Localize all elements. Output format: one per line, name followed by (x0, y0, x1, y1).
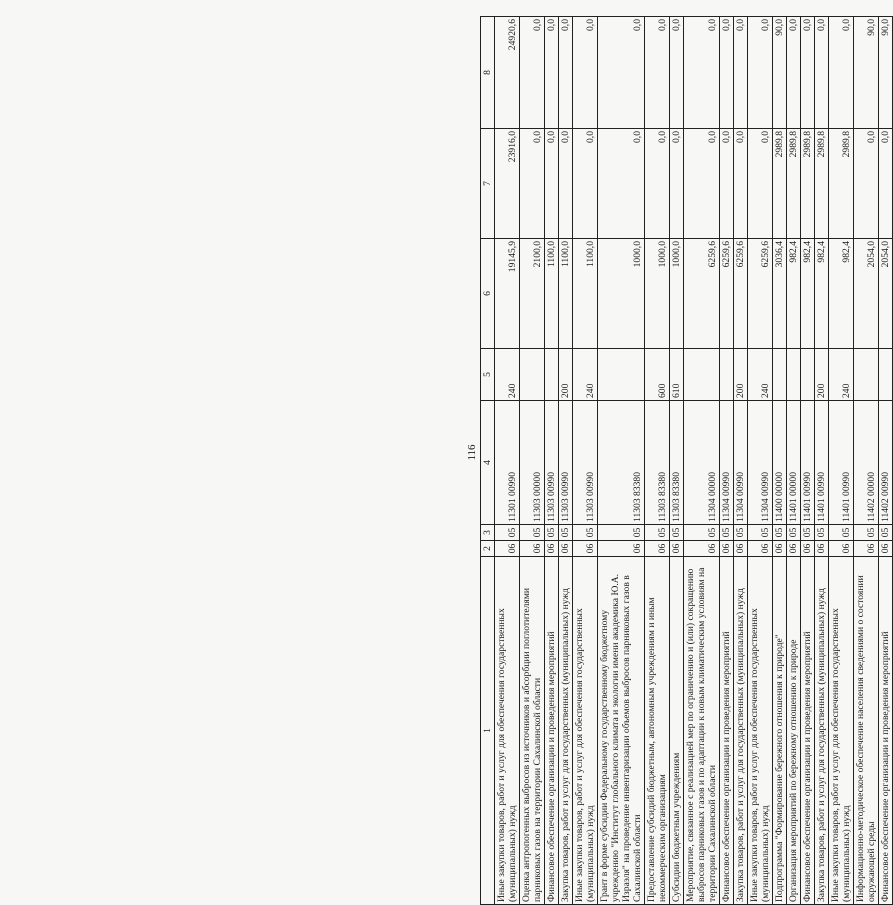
table-row (773, 17, 787, 905)
table-row (670, 17, 684, 905)
table-row (720, 17, 734, 905)
cell-section: 06 (559, 541, 573, 557)
cell-amount-year-3: 0,0 (573, 17, 598, 129)
table-row (815, 17, 829, 905)
cell-description: Субсидии бюджетным учреждениям (670, 557, 684, 905)
cell-target-article: 11402 00000 (854, 401, 879, 525)
table-row (559, 17, 573, 905)
cell-section: 06 (684, 541, 720, 557)
cell-section: 06 (787, 541, 801, 557)
cell-description: Подпрограмма "Формирование бережного отношения к природе" (773, 557, 787, 905)
cell-expense-type (787, 349, 801, 401)
cell-target-article: 11401 00990 (829, 401, 854, 525)
cell-expense-type: 200 (815, 349, 829, 401)
table-row (787, 17, 801, 905)
cell-target-article: 11303 00990 (559, 401, 573, 525)
column-header-amount-year-2: 7 (481, 129, 495, 239)
cell-target-article: 11401 00000 (787, 401, 801, 525)
cell-expense-type: 200 (559, 349, 573, 401)
table-row (854, 17, 879, 905)
cell-amount-year-2: 0,0 (734, 129, 748, 239)
cell-expense-type: 240 (495, 349, 520, 401)
cell-expense-type: 200 (734, 349, 748, 401)
table-row (520, 17, 545, 905)
cell-subsection: 05 (829, 525, 854, 541)
cell-amount-year-1: 1100,0 (545, 239, 559, 349)
cell-description: Оценка антропогенных выбросов из источников и абсорбции поглотителями парниковых газов на территории Сахалинской области (520, 557, 545, 905)
cell-section: 06 (598, 541, 645, 557)
cell-amount-year-1: 1100,0 (559, 239, 573, 349)
column-header-subsection: 3 (481, 525, 495, 541)
table-row (573, 17, 598, 905)
cell-description: Финансовое обеспечение организации и проведения мероприятий (879, 557, 893, 905)
cell-expense-type: 240 (829, 349, 854, 401)
cell-section: 06 (748, 541, 773, 557)
cell-target-article: 11401 00990 (815, 401, 829, 525)
table-row (495, 17, 520, 905)
cell-amount-year-3: 0,0 (815, 17, 829, 129)
cell-amount-year-1: 6259,6 (720, 239, 734, 349)
cell-section: 06 (854, 541, 879, 557)
cell-section: 06 (801, 541, 815, 557)
cell-amount-year-1: 1000,0 (670, 239, 684, 349)
cell-amount-year-1: 19145,9 (495, 239, 520, 349)
cell-subsection: 05 (573, 525, 598, 541)
cell-description: Грант в форме субсидии Федеральному государственному бюджетному учреждению "Институт глобального климата и экологии имени академика Ю.А. Израэля" на проведение инвентаризации объемов выбросов парниковых газов в Сахалинской области (598, 557, 645, 905)
page-number: 116 (466, 444, 478, 461)
cell-section: 06 (645, 541, 670, 557)
cell-amount-year-2: 0,0 (545, 129, 559, 239)
cell-amount-year-3: 0,0 (684, 17, 720, 129)
cell-amount-year-1: 6259,6 (748, 239, 773, 349)
cell-description: Предоставление субсидий бюджетным, автономным учреждениям и иным некоммерческим организациям (645, 557, 670, 905)
cell-subsection: 05 (748, 525, 773, 541)
cell-amount-year-1: 1000,0 (598, 239, 645, 349)
cell-expense-type (879, 349, 893, 401)
cell-target-article: 11304 00990 (720, 401, 734, 525)
table-row (684, 17, 720, 905)
cell-amount-year-3: 0,0 (801, 17, 815, 129)
cell-subsection: 05 (520, 525, 545, 541)
cell-amount-year-3: 0,0 (559, 17, 573, 129)
cell-amount-year-1: 1000,0 (645, 239, 670, 349)
cell-amount-year-3: 0,0 (598, 17, 645, 129)
cell-target-article: 11303 00990 (573, 401, 598, 525)
cell-amount-year-3: 0,0 (670, 17, 684, 129)
column-header-amount-year-3: 8 (481, 17, 495, 129)
cell-amount-year-3: 90,0 (879, 17, 893, 129)
cell-amount-year-3: 90,0 (773, 17, 787, 129)
cell-expense-type (773, 349, 787, 401)
cell-expense-type (801, 349, 815, 401)
cell-section: 06 (520, 541, 545, 557)
cell-amount-year-1: 982,4 (815, 239, 829, 349)
table-row (879, 17, 893, 905)
cell-amount-year-3: 0,0 (545, 17, 559, 129)
cell-section: 06 (573, 541, 598, 557)
cell-description: Финансовое обеспечение организации и проведения мероприятий (801, 557, 815, 905)
cell-target-article: 11303 83380 (645, 401, 670, 525)
cell-amount-year-2: 0,0 (520, 129, 545, 239)
cell-section: 06 (734, 541, 748, 557)
cell-target-article: 11402 00990 (879, 401, 893, 525)
table-row (545, 17, 559, 905)
cell-amount-year-3: 0,0 (748, 17, 773, 129)
column-header-section: 2 (481, 541, 495, 557)
column-header-expense-type: 5 (481, 349, 495, 401)
cell-amount-year-3: 0,0 (520, 17, 545, 129)
cell-subsection: 05 (598, 525, 645, 541)
cell-description: Финансовое обеспечение организации и проведения мероприятий (545, 557, 559, 905)
cell-description: Организация мероприятий по бережному отношению к природе (787, 557, 801, 905)
cell-description: Закупка товаров, работ и услуг для государственных (муниципальных) нужд (559, 557, 573, 905)
cell-subsection: 05 (773, 525, 787, 541)
cell-section: 06 (773, 541, 787, 557)
cell-amount-year-3: 90,0 (854, 17, 879, 129)
cell-amount-year-1: 982,4 (801, 239, 815, 349)
cell-amount-year-2: 23916,0 (495, 129, 520, 239)
cell-amount-year-1: 3036,4 (773, 239, 787, 349)
cell-expense-type: 240 (573, 349, 598, 401)
cell-section: 06 (829, 541, 854, 557)
cell-amount-year-2: 0,0 (645, 129, 670, 239)
cell-target-article: 11301 00990 (495, 401, 520, 525)
cell-section: 06 (879, 541, 893, 557)
cell-amount-year-3: 0,0 (645, 17, 670, 129)
cell-description: Информационно-методическое обеспечение населения сведениями о состоянии окружающей среды (854, 557, 879, 905)
cell-section: 06 (545, 541, 559, 557)
cell-section: 06 (495, 541, 520, 557)
cell-subsection: 05 (815, 525, 829, 541)
cell-target-article: 11401 00990 (801, 401, 815, 525)
cell-amount-year-1: 6259,6 (734, 239, 748, 349)
cell-amount-year-2: 0,0 (670, 129, 684, 239)
column-header-amount-year-1: 6 (481, 239, 495, 349)
cell-target-article: 11303 00990 (545, 401, 559, 525)
cell-amount-year-2: 2989,8 (801, 129, 815, 239)
cell-amount-year-1: 6259,6 (684, 239, 720, 349)
cell-subsection: 05 (559, 525, 573, 541)
cell-expense-type (545, 349, 559, 401)
cell-amount-year-2: 0,0 (684, 129, 720, 239)
cell-target-article: 11303 83380 (670, 401, 684, 525)
cell-amount-year-2: 0,0 (559, 129, 573, 239)
column-header-target-article: 4 (481, 401, 495, 525)
cell-description: Мероприятие, связанное с реализацией мер по ограничению и (или) сокращению выбросов парниковых газов и по адаптации к новым климатическим условиям на территории Сахалинской области (684, 557, 720, 905)
cell-expense-type (598, 349, 645, 401)
cell-subsection: 05 (734, 525, 748, 541)
cell-amount-year-2: 0,0 (854, 129, 879, 239)
cell-amount-year-2: 0,0 (748, 129, 773, 239)
cell-target-article: 11400 00000 (773, 401, 787, 525)
cell-amount-year-3: 0,0 (829, 17, 854, 129)
cell-amount-year-3: 24920,6 (495, 17, 520, 129)
cell-subsection: 05 (645, 525, 670, 541)
cell-target-article: 11303 83380 (598, 401, 645, 525)
cell-amount-year-2: 0,0 (598, 129, 645, 239)
budget-table (480, 16, 893, 905)
cell-amount-year-1: 982,4 (787, 239, 801, 349)
cell-subsection: 05 (720, 525, 734, 541)
cell-description: Финансовое обеспечение организации и проведения мероприятий (720, 557, 734, 905)
cell-amount-year-2: 2989,8 (815, 129, 829, 239)
table-row (801, 17, 815, 905)
cell-subsection: 05 (495, 525, 520, 541)
cell-subsection: 05 (670, 525, 684, 541)
cell-expense-type: 610 (670, 349, 684, 401)
cell-amount-year-1: 2054,0 (879, 239, 893, 349)
cell-amount-year-1: 982,4 (829, 239, 854, 349)
cell-section: 06 (815, 541, 829, 557)
cell-target-article: 11304 00000 (684, 401, 720, 525)
cell-amount-year-3: 0,0 (787, 17, 801, 129)
table-row (598, 17, 645, 905)
cell-amount-year-1: 2100,0 (520, 239, 545, 349)
cell-target-article: 11303 00000 (520, 401, 545, 525)
cell-amount-year-1: 2054,0 (854, 239, 879, 349)
cell-amount-year-1: 1100,0 (573, 239, 598, 349)
table-row (748, 17, 773, 905)
cell-description: Закупка товаров, работ и услуг для государственных (муниципальных) нужд (815, 557, 829, 905)
table-row (645, 17, 670, 905)
cell-amount-year-2: 0,0 (573, 129, 598, 239)
cell-target-article: 11304 00990 (748, 401, 773, 525)
cell-section: 06 (720, 541, 734, 557)
cell-expense-type: 600 (645, 349, 670, 401)
cell-amount-year-2: 2989,8 (829, 129, 854, 239)
cell-subsection: 05 (545, 525, 559, 541)
cell-target-article: 11304 00990 (734, 401, 748, 525)
table-header-row (481, 17, 495, 905)
column-header-description: 1 (481, 557, 495, 905)
cell-expense-type (684, 349, 720, 401)
cell-section: 06 (670, 541, 684, 557)
cell-expense-type (720, 349, 734, 401)
cell-description: Иные закупки товаров, работ и услуг для обеспечения государственных (муниципальных) нужд (573, 557, 598, 905)
cell-amount-year-3: 0,0 (720, 17, 734, 129)
table-row (829, 17, 854, 905)
cell-expense-type (520, 349, 545, 401)
cell-expense-type: 240 (748, 349, 773, 401)
cell-amount-year-2: 2989,8 (787, 129, 801, 239)
cell-subsection: 05 (801, 525, 815, 541)
cell-subsection: 05 (854, 525, 879, 541)
cell-description: Иные закупки товаров, работ и услуг для обеспечения государственных (муниципальных) нужд (495, 557, 520, 905)
cell-description: Закупка товаров, работ и услуг для государственных (муниципальных) нужд (734, 557, 748, 905)
table-row (734, 17, 748, 905)
cell-amount-year-2: 0,0 (720, 129, 734, 239)
cell-description: Иные закупки товаров, работ и услуг для обеспечения государственных (муниципальных) нужд (829, 557, 854, 905)
cell-amount-year-2: 0,0 (879, 129, 893, 239)
cell-subsection: 05 (879, 525, 893, 541)
cell-subsection: 05 (787, 525, 801, 541)
cell-subsection: 05 (684, 525, 720, 541)
cell-amount-year-3: 0,0 (734, 17, 748, 129)
cell-expense-type (854, 349, 879, 401)
cell-description: Иные закупки товаров, работ и услуг для обеспечения государственных (муниципальных) нужд (748, 557, 773, 905)
cell-amount-year-2: 2989,8 (773, 129, 787, 239)
